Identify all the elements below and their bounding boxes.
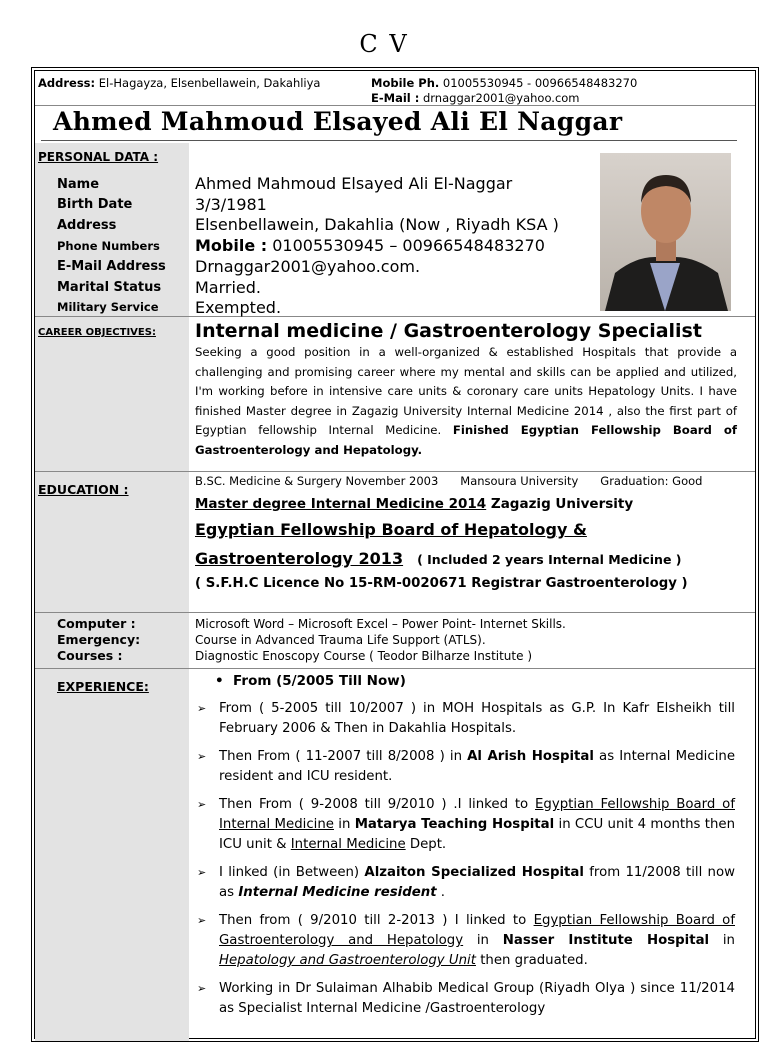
field-value-birth-date: 3/3/1981 — [195, 195, 267, 214]
education-section — [35, 472, 755, 613]
personal-data-section — [35, 143, 755, 317]
career-objectives-section — [35, 317, 755, 472]
text-segment: then graduated. — [475, 953, 588, 968]
fellowship-line-2: Gastroenterology 2013 — [195, 549, 404, 568]
text-segment: Then from ( 9/2010 till 2-2013 ) I linked to — [219, 913, 534, 928]
bsc-grade: Graduation: Good — [600, 474, 703, 488]
mobile-value: 01005530945 - 00966548483270 — [442, 76, 638, 90]
career-objectives-heading: CAREER OBJECTIVES: — [38, 327, 156, 338]
text-segment: Then From ( 9-2008 till 9/2010 ) .I linked to — [219, 797, 536, 812]
mobile-label: Mobile Ph. — [371, 76, 440, 90]
field-value-phone: 01005530945 – 00966548483270 — [272, 236, 545, 255]
experience-item — [197, 979, 735, 1019]
master-degree: Master degree Internal Medicine 2014 — [195, 496, 487, 512]
text-segment: in — [709, 933, 735, 948]
skill-label-computer: Computer : — [57, 616, 136, 631]
skills-section — [35, 613, 755, 669]
field-label-address: Address — [57, 218, 117, 233]
skill-value-courses: Diagnostic Enoscopy Course ( Teodor Bilharze Institute ) — [195, 649, 532, 663]
skill-label-emergency: Emergency: — [57, 632, 141, 647]
field-label-name: Name — [57, 177, 100, 192]
text-segment: Nasser Institute Hospital — [502, 933, 710, 948]
text-segment: . — [436, 885, 446, 900]
mobile-label: Mobile : — [195, 236, 268, 255]
contact-row — [35, 71, 755, 106]
bullet-icon: • — [215, 673, 224, 689]
bsc-degree: B.SC. Medicine & Surgery November 2003 — [195, 474, 439, 488]
email-value: drnaggar2001@yahoo.com — [422, 91, 580, 105]
master-university: Zagazig University — [490, 496, 634, 512]
text-segment: Dept. — [405, 837, 447, 852]
text-segment: Alzaiton Specialized Hospital — [364, 865, 584, 880]
text-segment: Internal Medicine resident — [238, 885, 437, 900]
experience-item — [197, 911, 735, 971]
experience-section — [35, 669, 755, 1041]
field-label-military: Military Service — [57, 300, 159, 314]
text-segment: I linked (in Between) — [219, 865, 365, 880]
profile-photo — [600, 153, 731, 311]
text-segment: Egyptian Fellowship Board of Internal Medicine — [219, 797, 735, 832]
skill-value-computer: Microsoft Word – Microsoft Excel – Power Point- Internet Skills. — [195, 617, 566, 631]
licence: ( S.F.H.C Licence No 15-RM-0020671 Registrar Gastroenterology ) — [195, 576, 688, 591]
field-label-marital: Marital Status — [57, 280, 162, 295]
experience-item — [197, 747, 735, 787]
text-segment: Seeking a good position in a well-organized & established Hospitals that provide a challenging and promising career where my mental and skills can be applied and utilized, I'm working before in intensive care units & coronary care units Hepatology Units. I have finished Master degree in Zagazig University Internal Medicine 2014 , also the first part of Egyptian fellowship Internal Medicine. — [195, 345, 737, 437]
experience-item — [197, 699, 735, 739]
experience-list — [197, 699, 735, 1019]
career-title: Internal medicine / Gastroenterology Specialist — [195, 320, 702, 342]
text-segment: Working in Dr Sulaiman Alhabib Medical Group (Riyadh Olya ) since 11/2014 as Specialist Internal Medicine /Gastroenterology — [219, 981, 735, 1016]
text-segment: Then From ( 11-2007 till 8/2008 ) in — [219, 749, 468, 764]
email-label: E-Mail : — [371, 91, 420, 105]
skill-value-emergency: Course in Advanced Trauma Life Support (ATLS). — [195, 633, 486, 647]
field-label-birth-date: Birth Date — [57, 197, 133, 212]
experience-period: From (5/2005 Till Now) — [233, 673, 406, 689]
address-value: El-Hagayza, Elsenbellawein, Dakahliya — [98, 76, 321, 90]
skill-label-courses: Courses : — [57, 648, 123, 663]
address-label: Address: — [38, 76, 96, 90]
text-segment: Al Arish Hospital — [467, 749, 594, 764]
bsc-university: Mansoura University — [460, 474, 579, 488]
text-segment: in CCU unit 4 months then ICU unit & — [219, 817, 736, 852]
text-segment: Finished Egyptian Fellowship Board of Gastroenterology and Hepatology. — [195, 423, 737, 457]
text-segment: as Internal Medicine resident and ICU resident. — [219, 749, 735, 784]
text-segment: Internal Medicine — [290, 837, 406, 852]
experience-item — [197, 863, 735, 903]
education-heading: EDUCATION : — [38, 482, 129, 497]
field-value-marital: Married. — [195, 278, 262, 297]
field-value-email: Drnaggar2001@yahoo.com. — [195, 257, 421, 276]
field-label-phone: Phone Numbers — [57, 239, 160, 253]
left-column — [35, 669, 189, 1041]
text-segment: Hepatology and Gastroenterology Unit — [219, 953, 476, 968]
name-row — [35, 106, 755, 143]
left-column — [35, 317, 189, 471]
field-label-email: E-Mail Address — [57, 259, 166, 274]
full-name: Ahmed Mahmoud Elsayed Ali El Naggar — [53, 107, 623, 136]
experience-heading: EXPERIENCE: — [57, 679, 149, 694]
field-value-military: Exempted. — [195, 298, 282, 317]
cv-frame — [31, 67, 759, 1042]
field-value-address: Elsenbellawein, Dakahlia (Now , Riyadh KSA ) — [195, 215, 559, 234]
field-value-name: Ahmed Mahmoud Elsayed Ali El-Naggar — [195, 174, 513, 193]
document-title: C V — [359, 30, 409, 58]
career-paragraph — [195, 343, 737, 460]
fellowship-note: ( Included 2 years Internal Medicine ) — [417, 552, 682, 567]
personal-data-heading: PERSONAL DATA : — [38, 150, 159, 164]
text-segment: from 11/2008 till now as — [219, 865, 735, 900]
text-segment: in — [463, 933, 503, 948]
text-segment: From ( 5-2005 till 10/2007 ) in MOH Hospitals as G.P. In Kafr Elsheikh till February 2006 & Then in Dakahlia Hospitals. — [219, 701, 735, 736]
experience-item — [197, 795, 735, 855]
text-segment: in — [333, 817, 355, 832]
fellowship-line-1: Egyptian Fellowship Board of Hepatology & — [195, 520, 587, 539]
divider — [41, 140, 737, 141]
text-segment: Egyptian Fellowship Board of Gastroenterology and Hepatology — [219, 913, 735, 948]
text-segment: Matarya Teaching Hospital — [354, 817, 555, 832]
